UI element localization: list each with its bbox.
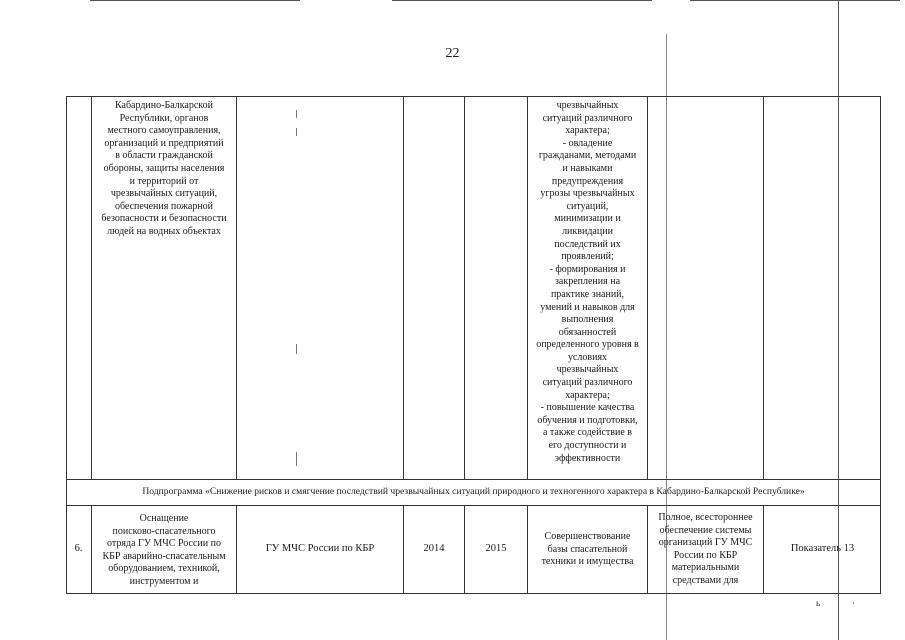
start-year: 2014 xyxy=(423,543,445,554)
row-number: 6. xyxy=(74,543,83,554)
subprogram-title: Подпрограмма «Снижение рисков и смягчение последствий чрезвычайных ситуаций природного и техногенного характера в Кабардино-Балкарской Республике» xyxy=(142,486,805,497)
indicator-link: Показатель 13 xyxy=(790,543,855,554)
scan-dash-2 xyxy=(296,128,297,136)
scan-dash-1 xyxy=(296,110,297,118)
expected-result: Совершенствование базы спасательной техники и имущества xyxy=(541,531,634,568)
scan-mark-2: · xyxy=(852,598,855,608)
continuation-activity-name: Кабардино-Балкарской Республики, органов местного самоуправления, организаций и предприятий в области гражданской обороны, защиты населения и территорий от чрезвычайных ситуаций, обеспечения пожарной безопасности и безопасности людей на водных объектах xyxy=(101,100,227,237)
page-number: 22 xyxy=(445,46,460,61)
col-border-4 xyxy=(464,96,465,479)
col-border-2 xyxy=(236,96,237,479)
scan-top-line-middle xyxy=(392,0,652,1)
scan-mark-1: ь xyxy=(816,598,821,608)
scan-top-line-left xyxy=(90,0,300,1)
activity-name: Оснащение поисково-спасательного отряда ГУ МЧС России по КБР аварийно-спасательным оборудованием, техникой, инструментом и xyxy=(102,513,226,587)
scan-dash-3 xyxy=(296,344,297,354)
subprogram-row-bottom-border xyxy=(66,505,881,506)
col-border-7 xyxy=(763,96,764,479)
end-year: 2015 xyxy=(485,543,507,554)
consequence-of-non-implementation: Полное, всестороннее обеспечение системы организаций ГУ МЧС России по КБР материальными средствами для xyxy=(658,512,753,586)
col-border-3 xyxy=(403,96,404,479)
col-border-6 xyxy=(647,96,648,479)
subprogram-row-top-border xyxy=(66,479,881,480)
scan-top-line-right xyxy=(690,0,900,1)
scan-dash-4 xyxy=(296,452,297,466)
executor: ГУ МЧС России по КБР xyxy=(265,543,375,554)
continuation-expected-result: чрезвычайных ситуаций различного характера; - овладение гражданами, методами и навыками предупреждения угрозы чрезвычайных ситуаций, минимизации и ликвидации последствий их проявлений; - формирования и закрепления на практике знаний, умений и навыков для выполнения обязанностей определенного уровня в условиях чрезвычайных ситуаций различного характера; - повышение качества обучения и подготовки, а также содействие в его доступности и эффективности xyxy=(536,100,639,464)
